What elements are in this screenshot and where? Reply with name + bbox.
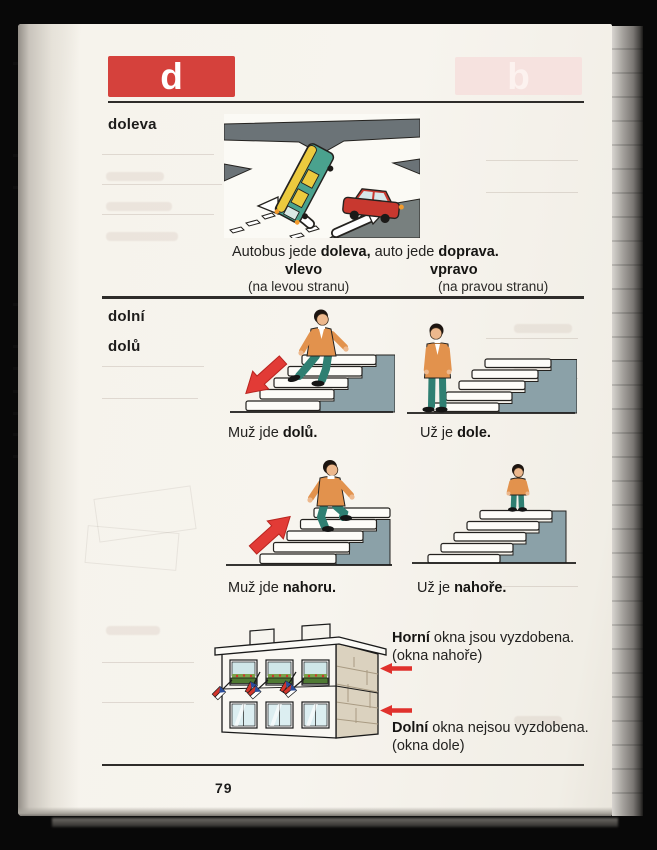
show-through-rule	[102, 184, 222, 185]
show-through-rule	[102, 398, 198, 399]
headword-dolu: dolů	[108, 338, 141, 355]
dictionary-page	[18, 24, 612, 816]
section-tab-d	[108, 56, 235, 97]
footer-rule	[102, 764, 584, 766]
show-through-text	[106, 202, 172, 211]
headword-dolni: dolní	[108, 308, 145, 325]
show-through-text	[106, 232, 178, 241]
note-okna-dole: (okna dole)	[392, 738, 465, 754]
show-through-drawing	[85, 525, 180, 571]
show-through-rule	[102, 702, 194, 703]
man-figure	[507, 464, 530, 512]
header-rule	[108, 101, 584, 103]
side-wall	[336, 643, 378, 738]
doleva-caption: Autobus jede doleva, auto jede doprava.	[232, 244, 499, 260]
vpravo-label: vpravo	[430, 262, 478, 278]
show-through-rule	[102, 662, 194, 663]
caption-muz-jde-nahoru: Muž jde nahoru.	[228, 580, 336, 596]
man-descending-stairs-illustration	[228, 306, 395, 418]
show-through-text	[106, 172, 164, 181]
section-divider	[102, 296, 584, 299]
caption-dolni-okna: Dolní okna nejsou vyzdobena.	[392, 720, 589, 736]
caption-muz-jde-dolu: Muž jde dolů.	[228, 425, 318, 441]
caption-horni-okna: Horní okna jsou vyzdobena.	[392, 630, 575, 646]
lower-windows-plain	[230, 702, 329, 728]
section-letter: d	[160, 56, 183, 97]
left-arrow-lower-icon	[380, 705, 412, 716]
headword-doleva: doleva	[108, 116, 157, 133]
page-number: 79	[215, 780, 233, 796]
vlevo-label: vlevo	[285, 262, 323, 278]
ghost-section-letter: b	[507, 55, 530, 97]
section-tab-b-ghost	[455, 57, 582, 95]
man-at-bottom-illustration	[405, 318, 577, 418]
vlevo-note: (na levou stranu)	[248, 279, 350, 294]
left-arrow-upper-icon	[380, 663, 412, 674]
book-page-edges	[612, 26, 643, 816]
show-through-rule	[102, 366, 204, 367]
caption-uz-je-dole: Už je dole.	[420, 425, 491, 441]
book-bottom-edge	[52, 818, 618, 827]
show-through-rule	[486, 160, 578, 161]
note-okna-nahore: (okna nahoře)	[392, 648, 483, 664]
building-illustration	[210, 622, 396, 762]
man-at-top-illustration	[408, 460, 578, 567]
show-through-rule	[486, 192, 578, 193]
show-through-rule	[102, 154, 214, 155]
vpravo-note: (na pravou stranu)	[438, 279, 549, 294]
show-through-text	[106, 626, 160, 635]
page-edge-streaks	[612, 26, 643, 816]
man-ascending-stairs-illustration	[224, 458, 394, 570]
intersection-illustration	[224, 114, 420, 238]
show-through-rule	[102, 214, 214, 215]
caption-uz-je-nahore: Už je nahoře.	[417, 580, 507, 596]
